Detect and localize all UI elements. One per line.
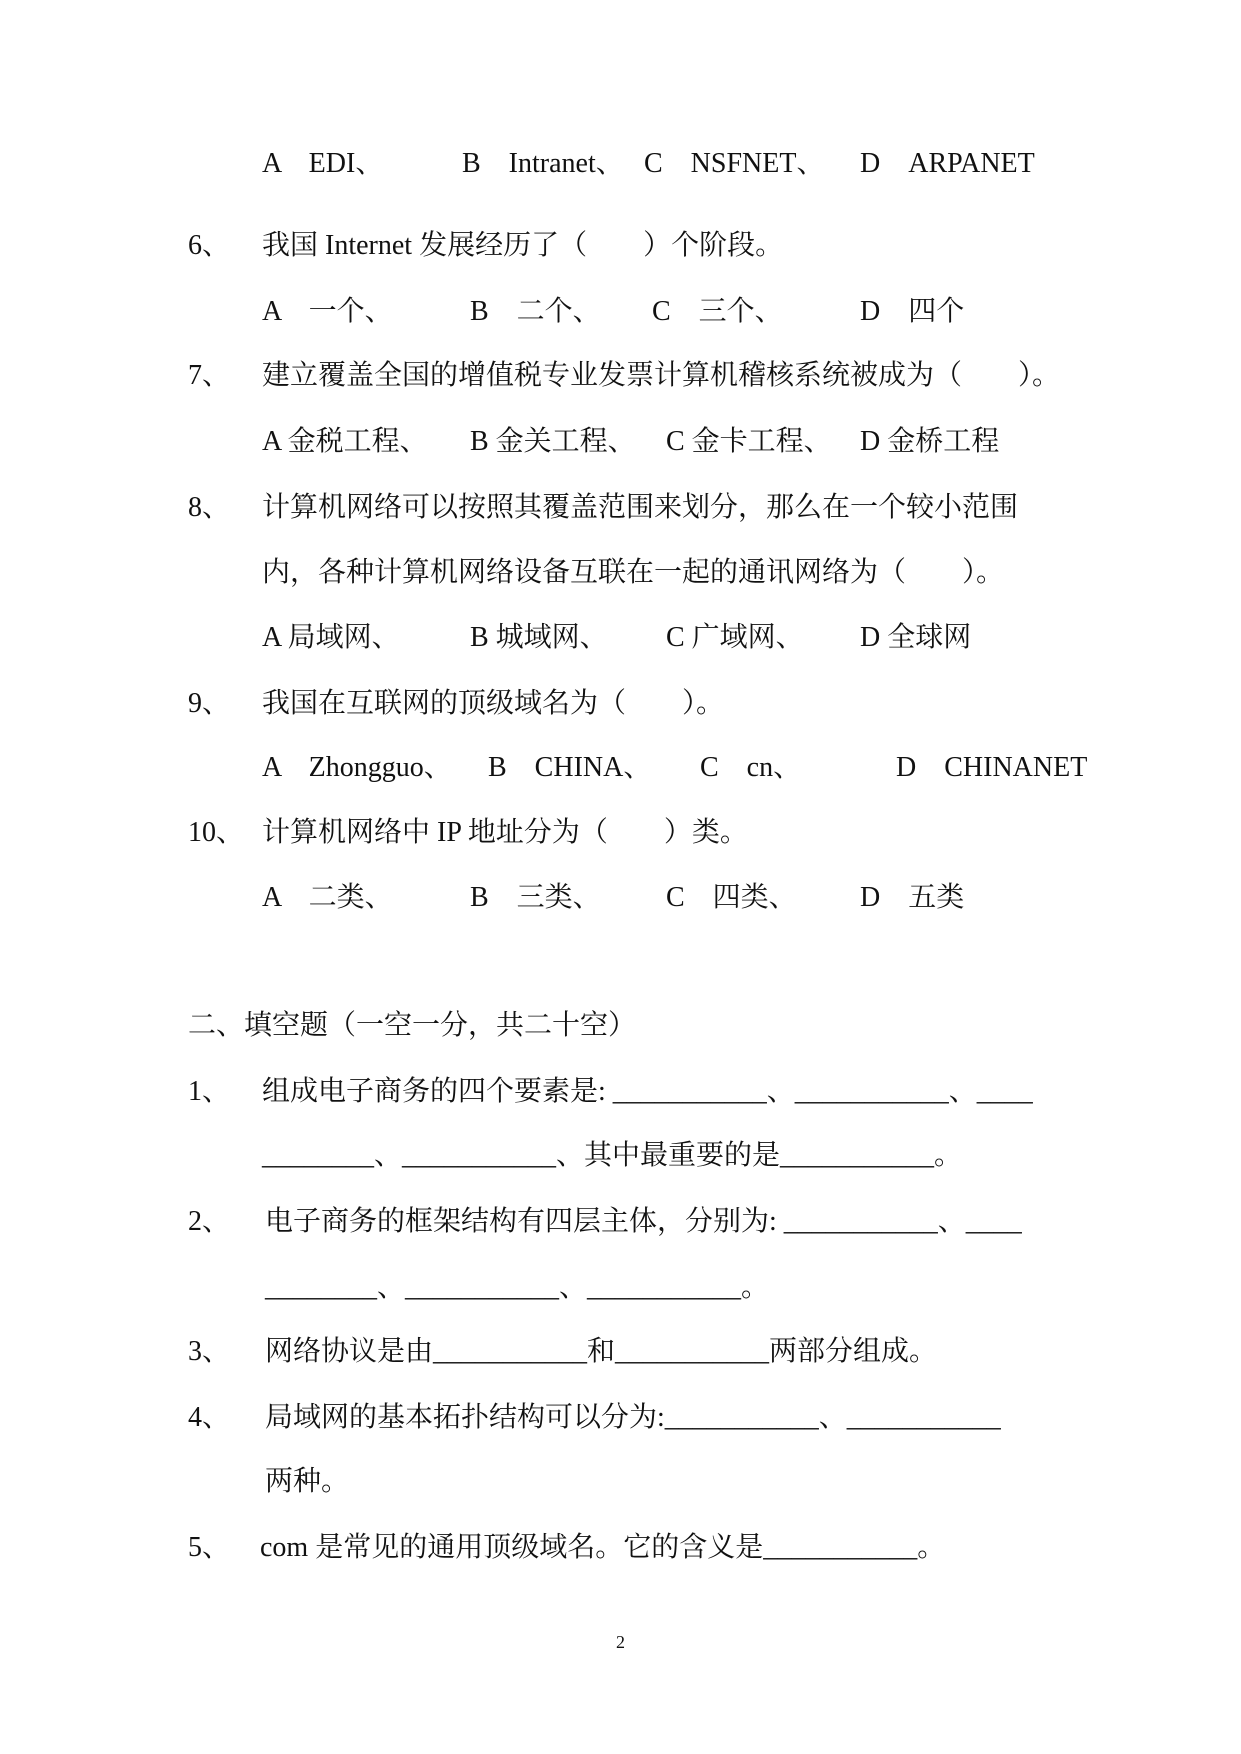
section-title: 二、填空题（一空一分，共二十空） bbox=[188, 1010, 637, 1041]
q8-option-a: A 局域网、 bbox=[262, 622, 400, 653]
question-text-line-1: 网络协议是由___________和___________两部分组成。 bbox=[265, 1336, 938, 1367]
question-text-line-1: 局域网的基本拓扑结构可以分为:___________、___________ bbox=[265, 1402, 1001, 1433]
q9-option-d: D CHINANET bbox=[896, 752, 1088, 783]
q6-option-d: D 四个 bbox=[860, 296, 965, 327]
question-text-line-2: ________、___________、___________。 bbox=[265, 1272, 770, 1303]
q9-option-b: B CHINA、 bbox=[488, 752, 652, 783]
question-number: 10、 bbox=[188, 817, 245, 848]
question-number: 4、 bbox=[188, 1402, 231, 1433]
question-text: 计算机网络中 IP 地址分为（ ）类。 bbox=[262, 817, 748, 848]
q8-option-c: C 广域网、 bbox=[666, 622, 804, 653]
q10-option-a: A 二类、 bbox=[262, 882, 393, 913]
question-number: 1、 bbox=[188, 1076, 231, 1107]
q7-option-a: A 金税工程、 bbox=[262, 426, 428, 457]
question-text-line-2: 内，各种计算机网络设备互联在一起的通讯网络为（ ）。 bbox=[262, 557, 1005, 588]
q10-option-c: C 四类、 bbox=[666, 882, 797, 913]
question-text: 我国 Internet 发展经历了（ ）个阶段。 bbox=[262, 230, 784, 261]
question-text-line-1: com 是常见的通用顶级域名。它的含义是___________。 bbox=[260, 1532, 946, 1563]
question-text-line-2: 两种。 bbox=[265, 1466, 350, 1497]
q7-option-c: C 金卡工程、 bbox=[666, 426, 832, 457]
q5-option-c: C NSFNET、 bbox=[644, 148, 825, 179]
page-number: 2 bbox=[616, 1632, 625, 1652]
question-number: 9、 bbox=[188, 688, 231, 719]
question-text-line-1: 组成电子商务的四个要素是: ___________、___________、____ bbox=[262, 1076, 1033, 1107]
q8-option-d: D 全球网 bbox=[860, 622, 972, 653]
question-number: 2、 bbox=[188, 1206, 231, 1237]
q8-option-b: B 城域网、 bbox=[470, 622, 608, 653]
q10-option-b: B 三类、 bbox=[470, 882, 601, 913]
question-text-line-1: 电子商务的框架结构有四层主体，分别为: ___________、____ bbox=[265, 1206, 1022, 1237]
q5-option-d: D ARPANET bbox=[860, 148, 1035, 179]
question-number: 6、 bbox=[188, 230, 231, 261]
question-number: 8、 bbox=[188, 492, 231, 523]
q7-option-d: D 金桥工程 bbox=[860, 426, 1000, 457]
question-text-line-1: 计算机网络可以按照其覆盖范围来划分，那么在一个较小范围 bbox=[262, 492, 1019, 523]
question-text-line-2: ________、___________、其中最重要的是___________。 bbox=[262, 1140, 963, 1171]
q5-option-b: B Intranet、 bbox=[462, 148, 624, 179]
q6-option-b: B 二个、 bbox=[470, 296, 601, 327]
q5-option-a: A EDI、 bbox=[262, 148, 384, 179]
q10-option-d: D 五类 bbox=[860, 882, 965, 913]
question-number: 5、 bbox=[188, 1532, 231, 1563]
question-text: 我国在互联网的顶级域名为（ ）。 bbox=[262, 688, 725, 719]
q7-option-b: B 金关工程、 bbox=[470, 426, 636, 457]
q9-option-a: A Zhongguo、 bbox=[262, 752, 452, 783]
q9-option-c: C cn、 bbox=[700, 752, 802, 783]
question-text: 建立覆盖全国的增值税专业发票计算机稽核系统被成为（ ）。 bbox=[262, 360, 1061, 391]
question-number: 7、 bbox=[188, 360, 231, 391]
q6-option-c: C 三个、 bbox=[652, 296, 783, 327]
q6-option-a: A 一个、 bbox=[262, 296, 393, 327]
question-number: 3、 bbox=[188, 1336, 231, 1367]
